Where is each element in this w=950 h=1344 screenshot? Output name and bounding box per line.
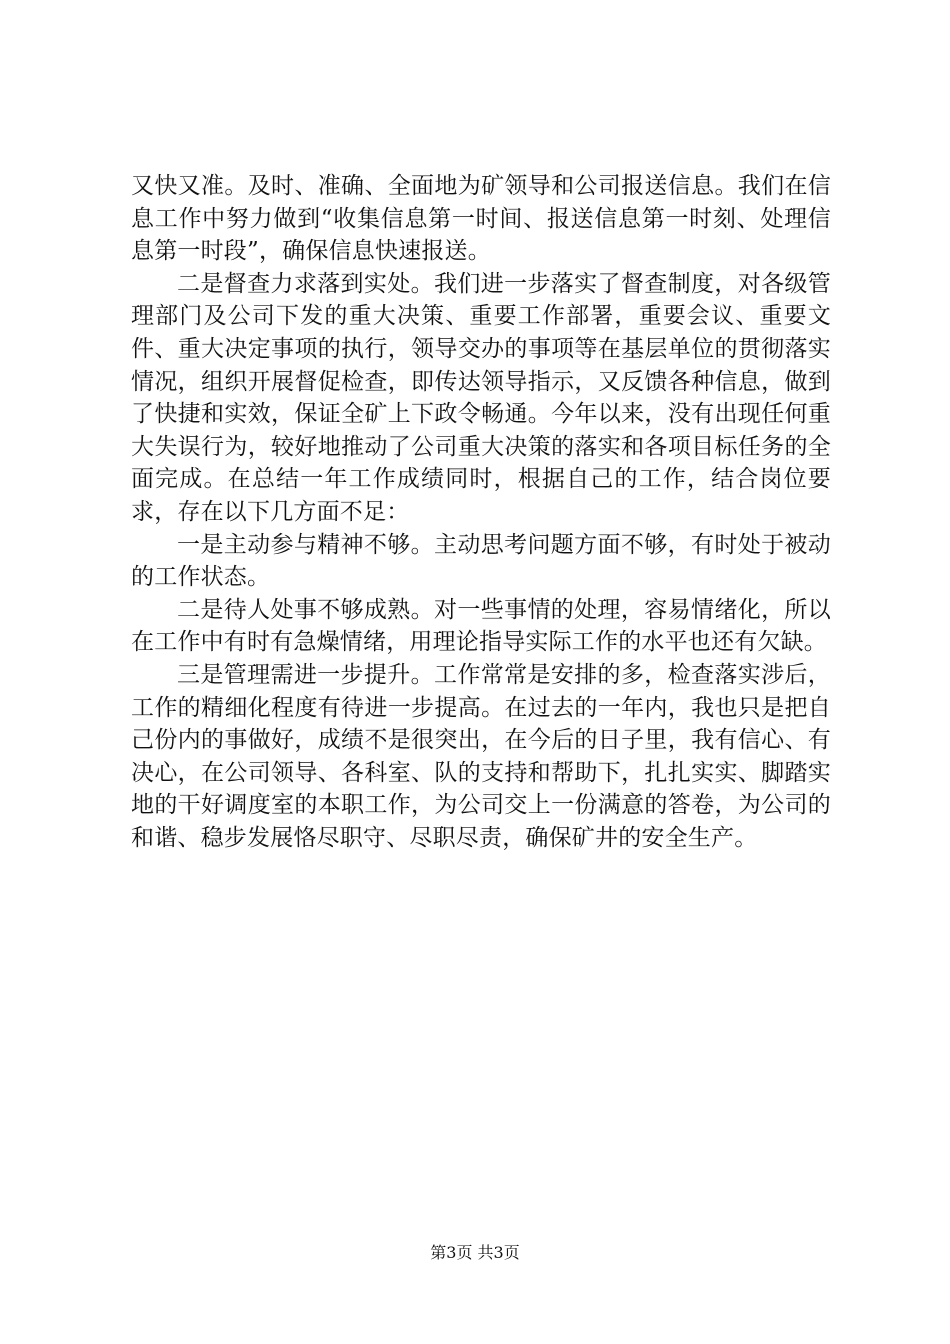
document-body <box>131 170 831 854</box>
paragraph-shortcoming-3: 三是管理需进一步提升。工作常常是安排的多，检查落实涉后，工作的精细化程度有待进一步提高。在过去的一年内，我也只是把自己份内的事做好，成绩不是很突出，在今后的日子里，我有信心、有决心，在公司领导、各科室、队的支持和帮助下，扎扎实实、脚踏实地的干好调度室的本职工作，为公司交上一份满意的答卷，为公司的和谐、稳步发展恪尽职守、尽职尽责，确保矿井的安全生产。 <box>131 661 831 851</box>
paragraph-shortcoming-2: 二是待人处事不够成熟。对一些事情的处理，容易情绪化，所以在工作中有时有急燥情绪，用理论指导实际工作的水平也还有欠缺。 <box>131 596 831 656</box>
page-footer: 第3页 共3页 <box>430 1243 520 1262</box>
paragraph-continuation: 又快又准。及时、准确、全面地为矿领导和公司报送信息。我们在信息工作中努力做到“收集信息第一时间、报送信息第一时刻、处理信息第一时段”，确保信息快速报送。 <box>131 173 831 265</box>
paragraph-supervision: 二是督查力求落到实处。我们进一步落实了督查制度，对各级管理部门及公司下发的重大决策、重要工作部署，重要会议、重要文件、重大决定事项的执行，领导交办的事项等在基层单位的贯彻落实情况，组织开展督促检查，即传达领导指示，又反馈各种信息，做到了快捷和实效，保证全矿上下政令畅通。今年以来，没有出现任何重大失误行为，较好地推动了公司重大决策的落实和各项目标任务的全面完成。在总结一年工作成绩同时，根据自己的工作，结合岗位要求，存在以下几方面不足： <box>131 270 831 525</box>
paragraph-shortcoming-1: 一是主动参与精神不够。主动思考问题方面不够，有时处于被动的工作状态。 <box>131 531 831 591</box>
